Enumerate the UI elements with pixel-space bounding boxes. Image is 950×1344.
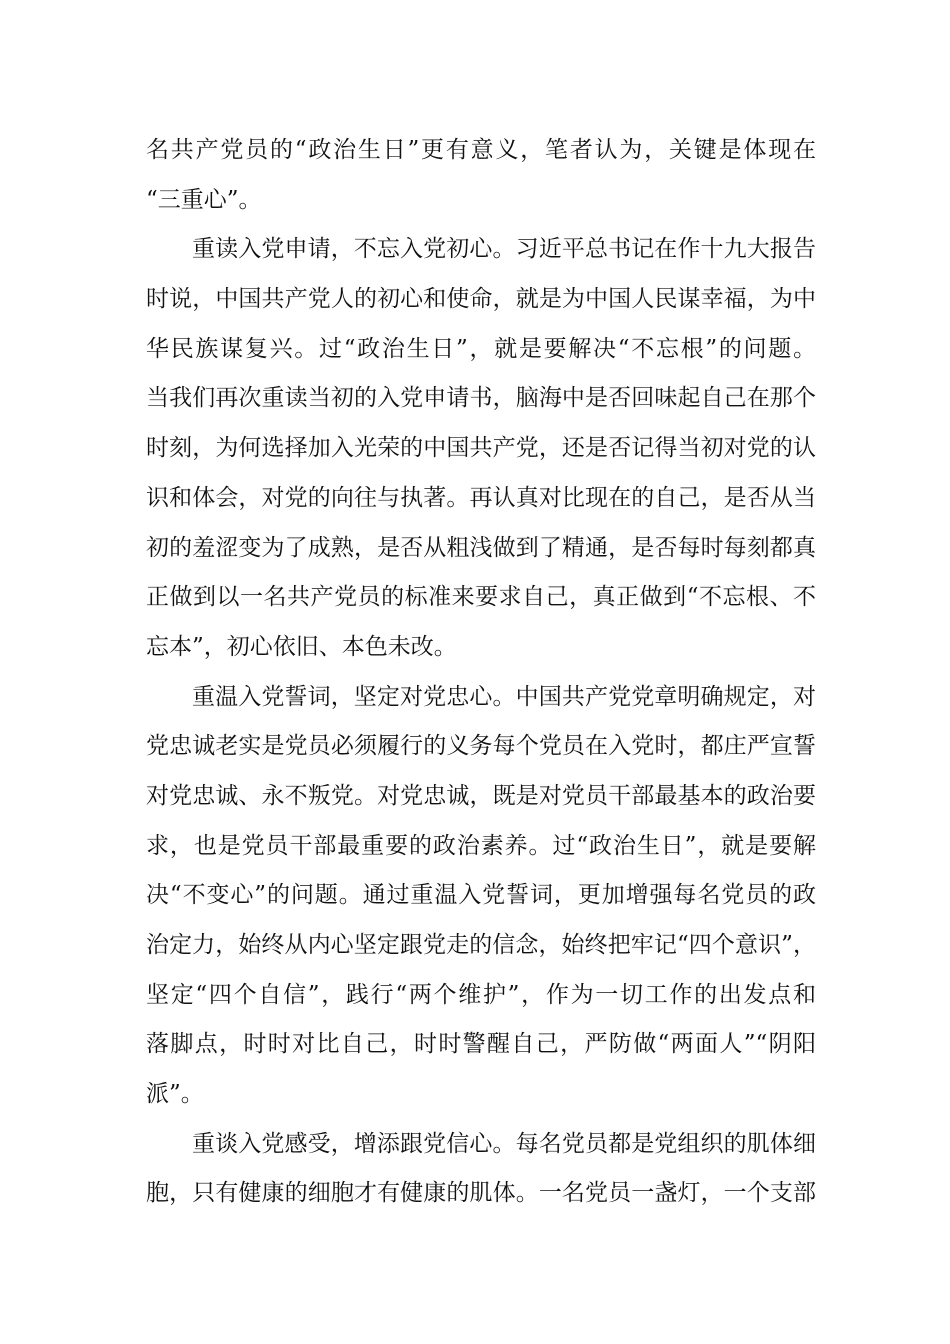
paragraph-first-line: 重温入党誓词，坚定对党忠心。中国共产党党章明确规定，对 (192, 683, 816, 710)
document-body (146, 126, 816, 1219)
text-line: 忘本”，初心依旧、本色未改。 (146, 633, 457, 660)
text-line: 派”。 (146, 1081, 204, 1108)
text-line: 党忠诚老实是党员必须履行的义务每个党员在入党时，都庄严宣誓 (146, 733, 816, 760)
text-line: 求，也是党员干部最重要的政治素养。过“政治生日”，就是要解 (146, 832, 816, 859)
text-line: 初的羞涩变为了成熟，是否从粗浅做到了精通，是否每时每刻都真 (146, 534, 816, 561)
text-line: 胞，只有健康的细胞才有健康的肌体。一名党员一盏灯，一个支部 (146, 1180, 816, 1207)
text-line: 坚定“四个自信”，践行“两个维护”，作为一切工作的出发点和 (146, 981, 816, 1008)
text-line: 当我们再次重读当初的入党申请书，脑海中是否回味起自己在那个 (146, 385, 816, 412)
text-line: 识和体会，对党的向往与执著。再认真对比现在的自己，是否从当 (146, 484, 816, 511)
text-line: 决“不变心”的问题。通过重温入党誓词，更加增强每名党员的政 (146, 882, 816, 909)
text-line: 治定力，始终从内心坚定跟党走的信念，始终把牢记“四个意识”， (146, 932, 816, 958)
text-line: 正做到以一名共产党员的标准来要求自己，真正做到“不忘根、不 (146, 584, 816, 611)
text-line: 落脚点，时时对比自己，时时警醒自己，严防做“两面人”“阴阳 (146, 1031, 816, 1058)
text-line: “三重心”。 (146, 186, 262, 213)
text-line: 对党忠诚、永不叛党。对党忠诚，既是对党员干部最基本的政治要 (146, 782, 816, 809)
text-line: 时刻，为何选择加入光荣的中国共产党，还是否记得当初对党的认 (146, 435, 816, 462)
text-line: 华民族谋复兴。过“政治生日”，就是要解决“不忘根”的问题。 (146, 335, 816, 362)
text-line: 时说，中国共产党人的初心和使命，就是为中国人民谋幸福，为中 (146, 286, 816, 313)
text-line: 名共产党员的“政治生日”更有意义，笔者认为，关键是体现在 (146, 137, 816, 163)
paragraph-first-line: 重谈入党感受，增添跟党信心。每名党员都是党组织的肌体细 (192, 1130, 816, 1157)
paragraph-first-line: 重读入党申请，不忘入党初心。习近平总书记在作十九大报告 (192, 236, 816, 263)
